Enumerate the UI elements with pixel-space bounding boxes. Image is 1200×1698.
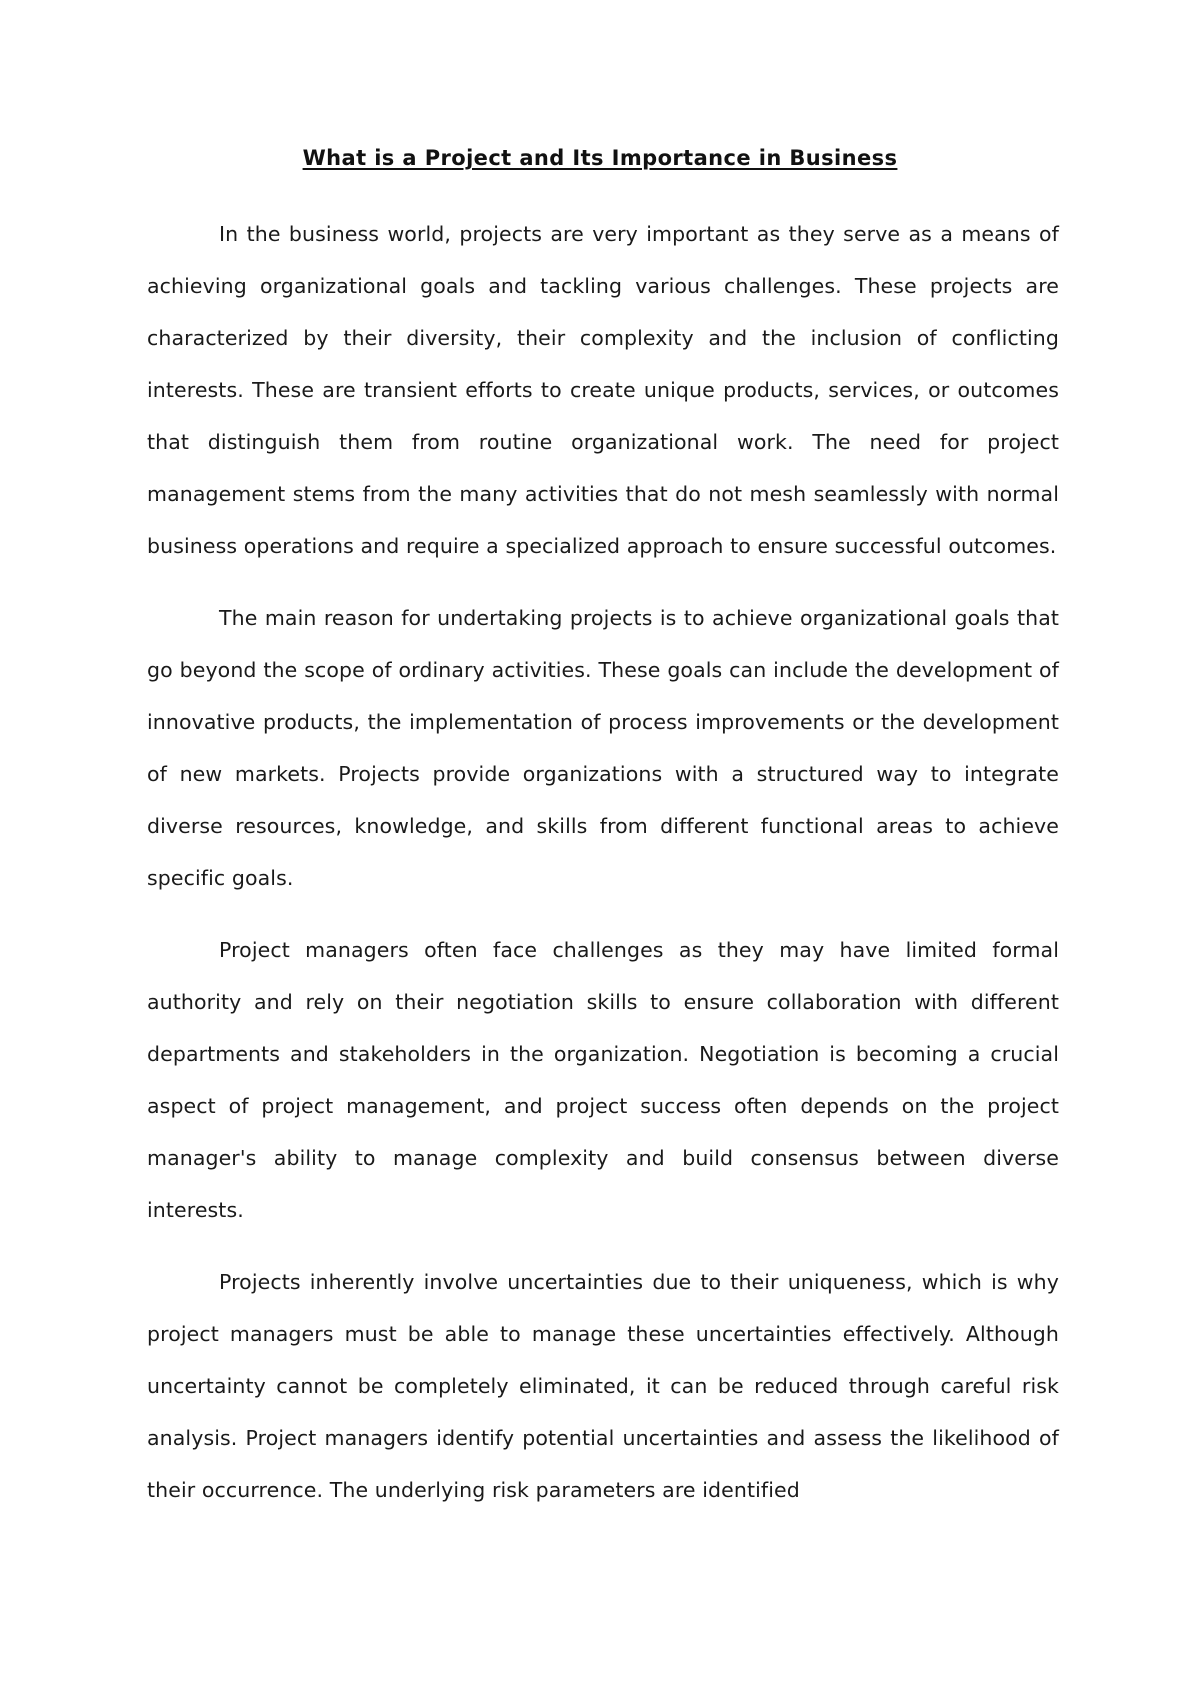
paragraph-1: In the business world, projects are very important as they serve as a means of achieving organizational goals and tackling various challenges. These projects are characterized by their diversity, their complexity and the inclusion of conflicting interests. These are transient efforts to create unique products, services, or outcomes that distinguish them from routine organizational work. The need for project management stems from the many activities that do not mesh seamlessly with normal business operations and require a specialized approach to ensure successful outcomes. [147, 222, 1059, 558]
paragraph-3: Project managers often face challenges as they may have limited formal authority and rely on their negotiation skills to ensure collaboration with different departments and stakeholders in the organization. Negotiation is becoming a crucial aspect of project management, and project success often depends on the project manager's ability to manage complexity and build consensus between diverse interests. [147, 938, 1059, 1222]
paragraph-4: Projects inherently involve uncertainties due to their uniqueness, which is why project managers must be able to manage these uncertainties effectively. Although uncertainty cannot be completely eliminated, it can be reduced through careful risk analysis. Project managers identify potential uncertainties and assess the likelihood of their occurrence. The underlying risk parameters are identified [147, 1270, 1059, 1502]
paragraph-2: The main reason for undertaking projects is to achieve organizational goals that go beyond the scope of ordinary activities. These goals can include the development of innovative products, the implementation of process improvements or the development of new markets. Projects provide organizations with a structured way to integrate diverse resources, knowledge, and skills from different functional areas to achieve specific goals. [147, 606, 1059, 890]
document-title-text: What is a Project and Its Importance in Business [302, 146, 898, 170]
document-title [0, 146, 1200, 170]
document-body [147, 208, 1059, 1536]
